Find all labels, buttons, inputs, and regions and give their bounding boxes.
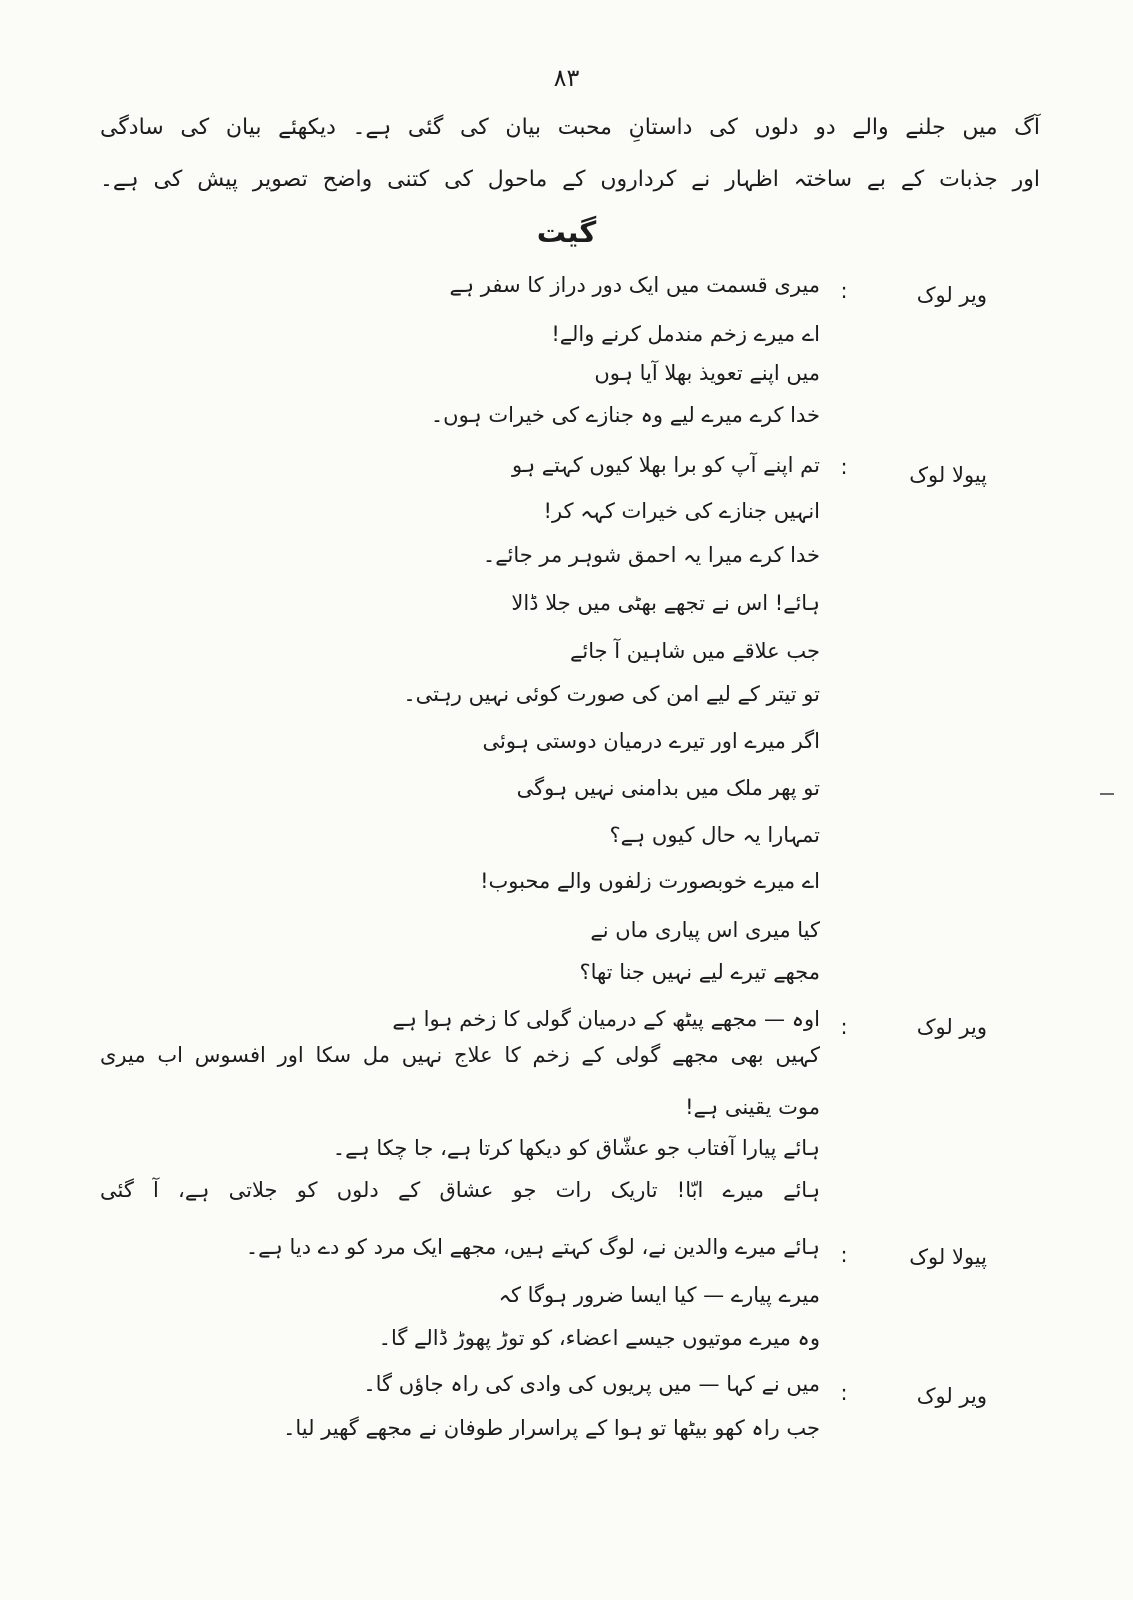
- intro-line-2: اور جذبات کے بے ساختہ اظہار نے کرداروں کے ماحول کی کتنی واضح تصویر پیش کی ہے۔: [100, 167, 1040, 192]
- verse-line: ہائے! اس نے تجھے بھٹی میں جلا ڈالا: [511, 591, 820, 615]
- verse-line: اگر میرے اور تیرے درمیان دوستی ہوئی: [482, 729, 820, 753]
- verse-line: میرے پیارے — کیا ایسا ضرور ہوگا کہ: [498, 1283, 820, 1307]
- intro-line-1: آگ میں جلنے والے دو دلوں کی داستانِ محبت بیان کی گئی ہے۔ دیکھئے بیان کی سادگی: [100, 115, 1040, 140]
- speaker-label: ویر لوک: [916, 1384, 987, 1408]
- page-number: ۸۳: [553, 64, 580, 92]
- verse-line: ہائے میرے والدین نے، لوگ کہتے ہیں، مجھے ایک مرد کو دے دیا ہے۔: [245, 1235, 820, 1259]
- speaker-colon: :: [840, 279, 848, 303]
- verse-line: تم اپنے آپ کو برا بھلا کیوں کہتے ہو: [511, 453, 820, 477]
- verse-line: میں اپنے تعویذ بھلا آیا ہوں: [594, 361, 820, 385]
- speaker-label: پیولا لوک: [909, 463, 987, 487]
- margin-mark: [1100, 793, 1114, 795]
- verse-line: جب راہ کھو بیٹھا تو ہوا کے پراسرار طوفان نے مجھے گھیر لیا۔: [283, 1416, 820, 1440]
- verse-line: میری قسمت میں ایک دور دراز کا سفر ہے: [449, 273, 820, 297]
- verse-line: اوہ — مجھے پیٹھ کے درمیان گولی کا زخم ہوا ہے: [392, 1007, 820, 1031]
- speaker-colon: :: [840, 1381, 848, 1405]
- speaker-label: ویر لوک: [916, 1015, 987, 1039]
- verse-line: کیا میری اس پیاری ماں نے: [590, 918, 820, 942]
- speaker-label: ویر لوک: [916, 283, 987, 307]
- speaker-label: پیولا لوک: [909, 1245, 987, 1269]
- speaker-colon: :: [840, 1015, 848, 1039]
- verse-line: اے میرے زخم مندمل کرنے والے!: [551, 322, 820, 346]
- verse-line: میں نے کہا — میں پریوں کی وادی کی راہ جاؤں گا۔: [363, 1372, 820, 1396]
- verse-line: موت یقینی ہے!: [685, 1095, 820, 1119]
- verse-line: انہیں جنازے کی خیرات کہہ کر!: [543, 499, 820, 523]
- verse-line: مجھے تیرے لیے نہیں جنا تھا؟: [579, 960, 820, 984]
- verse-line: خدا کرے میرے لیے وہ جنازے کی خیرات ہوں۔: [430, 403, 820, 427]
- verse-line-long: کہیں بھی مجھے گولی کے زخم کا علاج نہیں مل سکا اور افسوس اب میری: [100, 1043, 820, 1067]
- verse-line: تو پھر ملک میں بدامنی نہیں ہوگی: [516, 776, 820, 800]
- verse-line: خدا کرے میرا یہ احمق شوہر مر جائے۔: [482, 543, 820, 567]
- speaker-colon: :: [840, 1243, 848, 1267]
- verse-line: وہ میرے موتیوں جیسے اعضاء، کو توڑ پھوڑ ڈالے گا۔: [378, 1326, 820, 1350]
- verse-line-long: ہائے میرے ابّا! تاریک رات جو عشاق کے دلوں کو جلاتی ہے، آ گئی: [100, 1178, 820, 1202]
- verse-line: اے میرے خوبصورت زلفوں والے محبوب!: [480, 869, 820, 893]
- verse-line: تو تیتر کے لیے امن کی صورت کوئی نہیں رہتی۔: [403, 682, 820, 706]
- verse-line: جب علاقے میں شاہین آ جائے: [570, 639, 820, 663]
- section-heading: گیت: [536, 215, 597, 249]
- verse-line: ہائے پیارا آفتاب جو عشّاق کو دیکھا کرتا ہے، جا چکا ہے۔: [332, 1136, 820, 1160]
- verse-line: تمہارا یہ حال کیوں ہے؟: [609, 823, 820, 847]
- speaker-colon: :: [840, 455, 848, 479]
